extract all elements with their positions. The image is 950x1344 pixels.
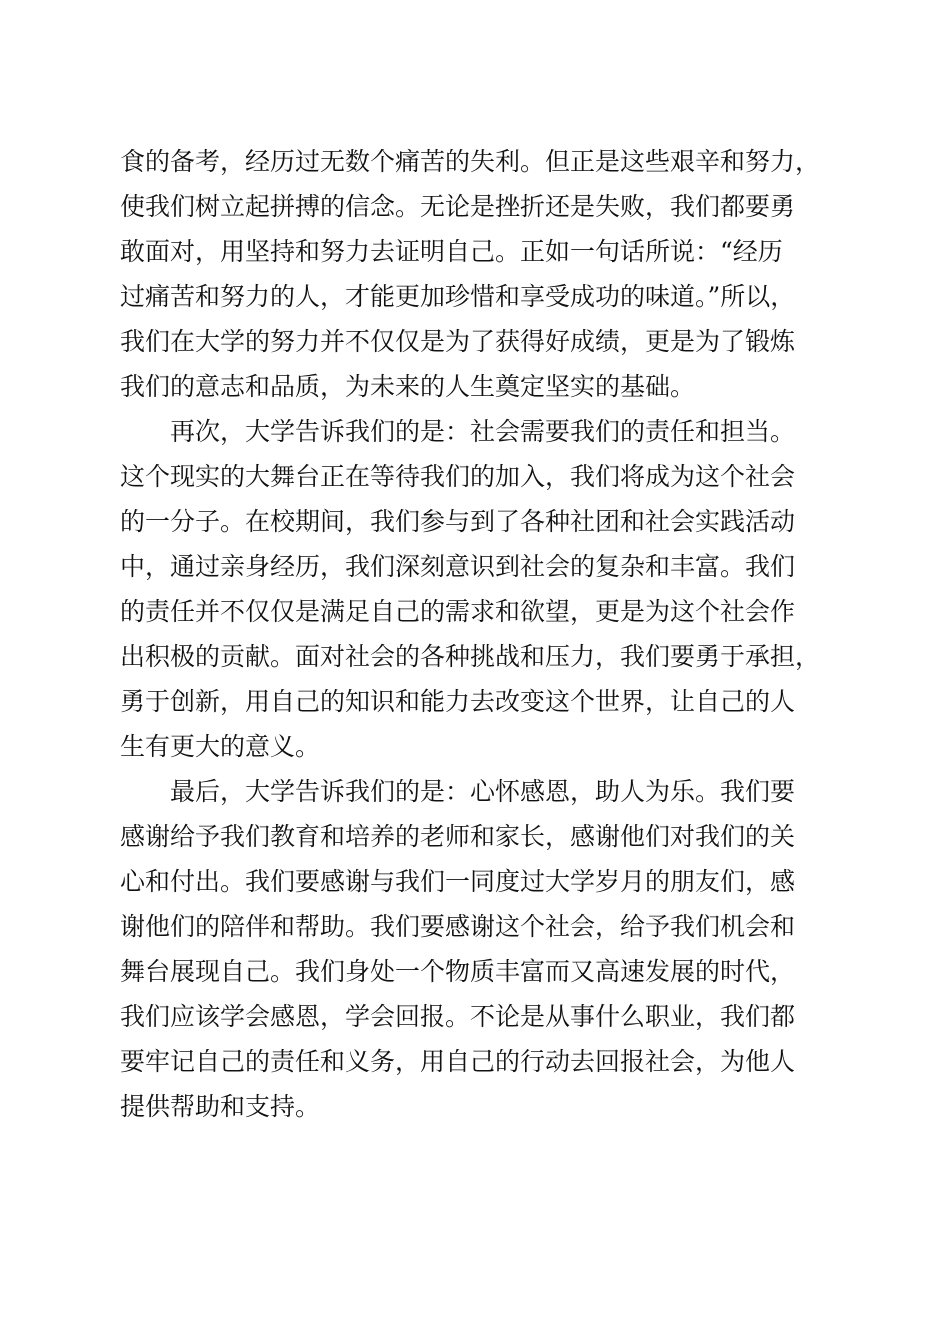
paragraph-3-line-3: 心和付出。我们要感谢与我们一同度过大学岁月的朋友们，感: [120, 867, 796, 896]
paragraph-3-line-6: 我们应该学会感恩，学会回报。不论是从事什么职业，我们都: [120, 1002, 796, 1031]
paragraph-1-line-4: 过痛苦和努力的人，才能更加珍惜和享受成功的味道。”所以，: [120, 282, 796, 311]
paragraph-1-line-5: 我们在大学的努力并不仅仅是为了获得好成绩，更是为了锻炼: [120, 327, 796, 356]
paragraph-3-line-2: 感谢给予我们教育和培养的老师和家长，感谢他们对我们的关: [120, 822, 796, 851]
paragraph-3-line-7: 要牢记自己的责任和义务，用自己的行动去回报社会，为他人: [120, 1047, 796, 1076]
paragraph-1-line-3: 敢面对，用坚持和努力去证明自己。正如一句话所说：“经历: [120, 237, 783, 266]
paragraph-2-line-7: 勇于创新，用自己的知识和能力去改变这个世界，让自己的人: [120, 687, 796, 716]
paragraph-2-line-2: 这个现实的大舞台正在等待我们的加入，我们将成为这个社会: [120, 462, 796, 491]
paragraph-2-line-3: 的一分子。在校期间，我们参与到了各种社团和社会实践活动: [120, 507, 796, 536]
paragraph-2-line-8: 生有更大的意义。: [120, 732, 321, 761]
paragraph-3-line-4: 谢他们的陪伴和帮助。我们要感谢这个社会，给予我们机会和: [120, 912, 796, 941]
paragraph-1-line-2: 使我们树立起拼搏的信念。无论是挫折还是失败，我们都要勇: [120, 192, 796, 221]
paragraph-2-line-1: 再次，大学告诉我们的是：社会需要我们的责任和担当。: [170, 417, 796, 446]
paragraph-3-line-5: 舞台展现自己。我们身处一个物质丰富而又高速发展的时代，: [120, 957, 796, 986]
paragraph-1-line-1: 食的备考，经历过无数个痛苦的失利。但正是这些艰辛和努力，: [120, 147, 821, 176]
paragraph-1-line-6: 我们的意志和品质，为未来的人生奠定坚实的基础。: [120, 372, 696, 401]
paragraph-3-line-1: 最后，大学告诉我们的是：心怀感恩，助人为乐。我们要: [170, 777, 796, 806]
paragraph-3-line-8: 提供帮助和支持。: [120, 1092, 321, 1121]
paragraph-2-line-5: 的责任并不仅仅是满足自己的需求和欲望，更是为这个社会作: [120, 597, 796, 626]
paragraph-2-line-4: 中，通过亲身经历，我们深刻意识到社会的复杂和丰富。我们: [120, 552, 796, 581]
paragraph-2-line-6: 出积极的贡献。面对社会的各种挑战和压力，我们要勇于承担，: [120, 642, 821, 671]
document-body: [120, 139, 830, 1129]
